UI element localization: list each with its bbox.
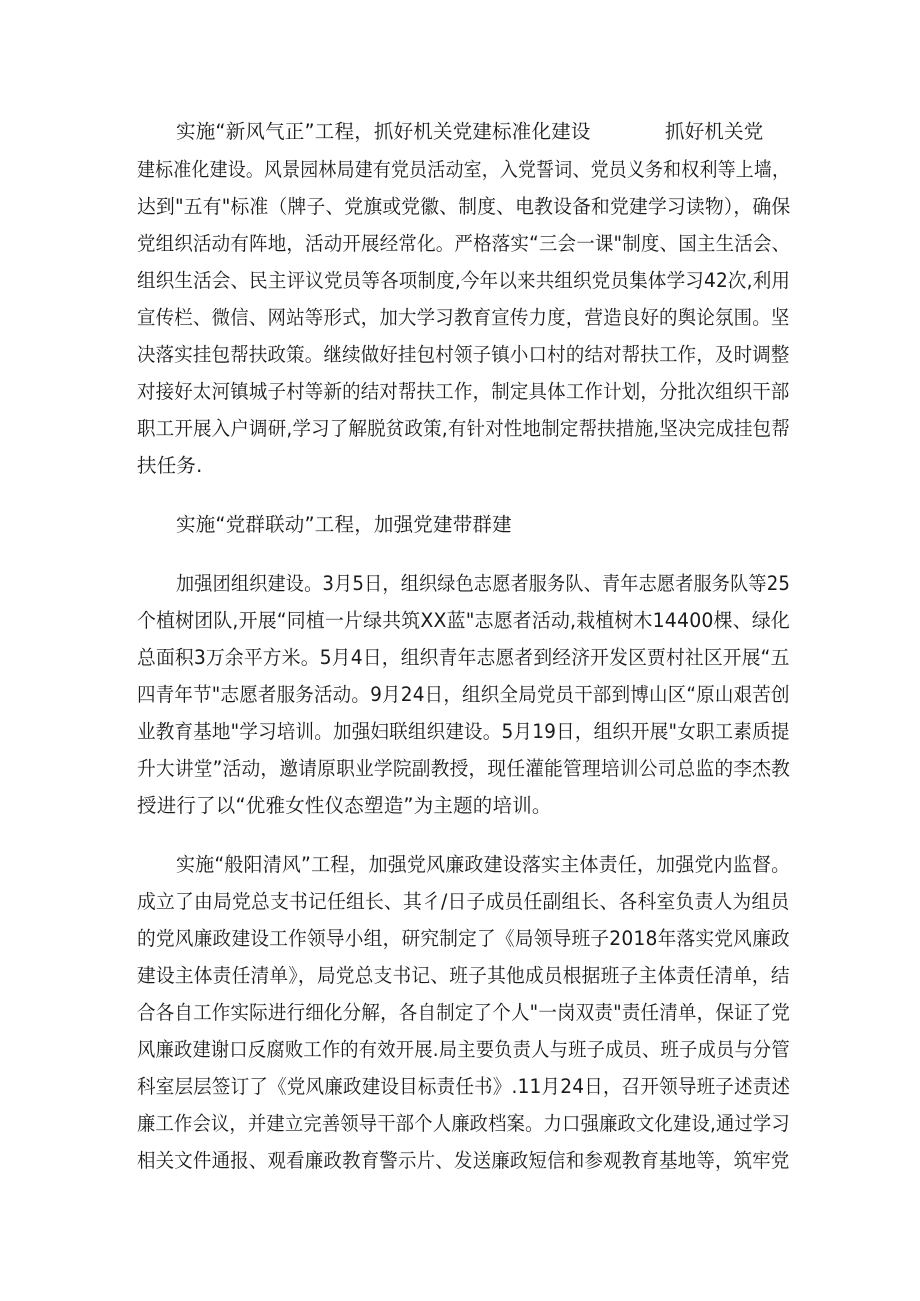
paragraph-line: 党组织活动有阵地，活动开展经常化。严格落实“三会一课"制度、国主生活会、 [137, 232, 791, 255]
paragraph-line: 加强团组织建设。3月5日，组织绿色志愿者服务队、青年志愿者服务队等25 [176, 572, 791, 595]
paragraph-line: 决落实挂包帮扶政策。继续做好挂包村领子镇小口村的结对帮扶工作，及时调整 [137, 343, 790, 366]
paragraph-line: 建设主体责任清单》，局党总支书记、班子其他成员根据班子主体责任清单，结 [137, 964, 790, 987]
paragraph-line: 组织生活会、民主评议党员等各项制度,今年以来共组织党员集体学习42次,利用 [137, 269, 791, 292]
paragraph-line: 相关文件通报、观看廉政教育警示片、发送廉政短信和参观教育基地等，筑牢党 [137, 1149, 790, 1172]
paragraph-line: 个植树团队,开展“同植一片绿共筑XX蓝"志愿者活动,栽植树木14400棵、绿化 [137, 609, 791, 632]
paragraph-line: 合各自工作实际进行细化分解，各自制定了个人"一岗双责"责任清单，保证了党 [137, 1001, 791, 1024]
paragraph-line: 四青年节"志愿者服务活动。9月24日，组织全局党员干部到博山区“原山艰苦创 [137, 683, 790, 706]
paragraph-line: 廉工作会议，并建立完善领导干部个人廉政档案。力口强廉政文化建设,通过学习 [137, 1112, 790, 1135]
paragraph-line: 升大讲堂”活动，邀请原职业学院副教授，现任灌能管理培训公司总监的李杰教 [137, 757, 791, 780]
paragraph-line: 科室层层签订了《党风廉政建设目标责任书》.11月24日，召开领导班子述责述 [137, 1075, 791, 1098]
section2-heading: 实施“党群联动”工程，加强党建带群建 [176, 513, 512, 536]
paragraph-line: 达到"五有"标准（牌子、党旗或党徽、制度、电教设备和党建学习读物），确保 [137, 195, 791, 218]
paragraph-line: 扶任务. [137, 454, 203, 477]
section1-heading-repeat: 抓好机关党 [665, 120, 764, 143]
section1-heading: 实施“新风气正”工程，抓好机关党建标准化建设 [176, 120, 591, 143]
paragraph-line: 对接好太河镇城子村等新的结对帮扶工作，制定具体工作计划，分批次组织干部 [137, 380, 790, 403]
paragraph-line: 的党风廉政建设工作领导小组，研究制定了《局领导班子2018年落实党风廉政 [137, 927, 790, 950]
paragraph-line: 建标准化建设。风景园林局建有党员活动室，入党誓词、党员义务和权利等上墙， [137, 158, 791, 181]
paragraph-line: 总面积3万余平方米。5月4日，组织青年志愿者到经济开发区贾村社区开展“五 [137, 646, 790, 669]
paragraph-line: 授进行了以“优雅女性仪态塑造”为主题的培训。 [137, 794, 552, 817]
paragraph-line: 职工开展入户调研,学习了解脱贫政策,有针对性地制定帮扶措施,坚决完成挂包帮 [137, 417, 791, 440]
paragraph-line: 成立了由局党总支书记任组长、其彳/日子成员任副组长、各科室负责人为组员 [137, 890, 790, 913]
paragraph-line: 业教育基地"学习培训。加强妇联组织建设。5月19日，组织开展"女职工素质提 [137, 720, 790, 743]
section3-heading-line: 实施“般阳清风”工程，加强党风廉政建设落实主体责任，加强党内监督。 [176, 853, 791, 876]
paragraph-line: 宣传栏、微信、网站等形式，加大学习教育宣传力度，营造良好的舆论氛围。坚 [137, 306, 790, 329]
paragraph-line: 风廉政建谢口反腐败工作的有效开展.局主要负责人与班子成员、班子成员与分管 [137, 1038, 790, 1061]
